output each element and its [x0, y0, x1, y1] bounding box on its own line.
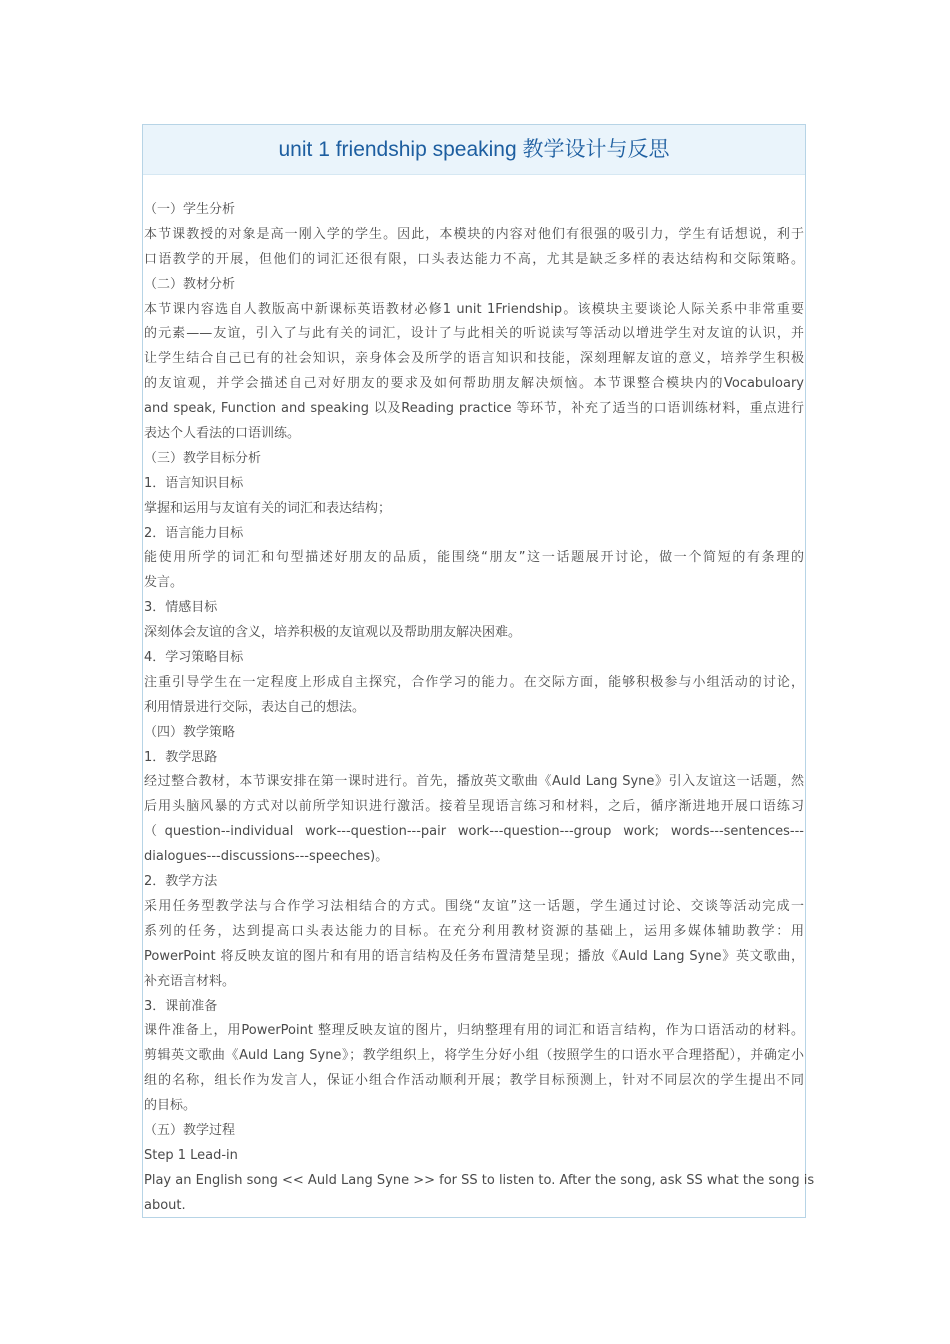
paragraph-line: 发言。	[144, 575, 184, 591]
paragraph-line: 表达个人看法的口语训练。	[144, 426, 301, 442]
document-title: unit 1 friendship speaking 教学设计与反思	[278, 138, 670, 161]
paragraph-line: 后用头脑风暴的方式对以前所学知识进行激活。接着呈现语言练习和材料，之后，循序渐进地开展口语练习	[144, 799, 804, 815]
paragraph-line: （三）教学目标分析	[144, 450, 262, 466]
paragraph-line: and speak, Function and speaking 以及Reading practice 等环节，补充了适当的口语训练材料，重点进行	[144, 401, 804, 417]
paragraph-line: 剪辑英文歌曲《Auld Lang Syne》；教学组织上，将学生分好小组（按照学生的口语水平合理搭配），并确定小	[144, 1048, 804, 1064]
paragraph-line: （一）学生分析	[144, 202, 236, 217]
paragraph-line: 口语教学的开展，但他们的词汇还很有限，口头表达能力不高，尤其是缺乏多样的表达结构和交际策略。	[144, 251, 804, 267]
paragraph-line: 本节课教授的对象是高一刚入学的学生。因此，本模块的内容对他们有很强的吸引力，学生有话想说，利于	[144, 226, 804, 242]
paragraph-line: 掌握和运用与友谊有关的词汇和表达结构；	[144, 500, 392, 516]
paragraph-line: 课件准备上，用PowerPoint 整理反映友谊的图片，归纳整理有用的词汇和语言结构，作为口语活动的材料。	[144, 1023, 804, 1039]
paragraph-line: 2．教学方法	[144, 874, 218, 890]
paragraph-line: 的目标。	[144, 1098, 197, 1114]
paragraph-line: （五）教学过程	[144, 1122, 236, 1138]
paragraph-line: 深刻体会友谊的含义，培养积极的友谊观以及帮助朋友解决困难。	[144, 625, 522, 641]
paragraph-line: 经过整合教材，本节课安排在第一课时进行。首先，播放英文歌曲《Auld Lang Syne》引入友谊这一话题，然	[144, 774, 804, 790]
paragraph-line: 本节课内容选自人教版高中新课标英语教材必修1 unit 1Friendship。该模块主要谈论人际关系中非常重要	[144, 301, 804, 317]
title-bar	[143, 125, 805, 175]
paragraph-line: Step 1 Lead-in	[144, 1147, 238, 1163]
paragraph-line: 3．课前准备	[144, 998, 218, 1014]
paragraph-line: 2．语言能力目标	[144, 525, 244, 541]
paragraph-line: 1．语言知识目标	[144, 475, 244, 491]
paragraph-line: 的元素——友谊，引入了与此有关的词汇，设计了与此相关的听说读写等活动以增进学生对友谊的认识，并	[144, 326, 804, 342]
paragraph-line: about.	[144, 1197, 186, 1213]
paragraph-line: 让学生结合自己已有的社会知识，亲身体会及所学的语言知识和技能，深刻理解友谊的意义，培养学生积极	[144, 351, 804, 367]
paragraph-line: 利用情景进行交际，表达自己的想法。	[144, 699, 366, 715]
paragraph-line: 注重引导学生在一定程度上形成自主探究，合作学习的能力。在交际方面，能够积极参与小组活动的讨论，	[144, 674, 804, 690]
paragraph-line: Play an English song << Auld Lang Syne >> for SS to listen to. After the song, ask SS what the song is	[144, 1172, 815, 1188]
paragraph-line: 3．情感目标	[144, 600, 218, 616]
document-frame	[142, 124, 815, 1218]
paragraph-line: 系列的任务，达到提高口头表达能力的目标。在充分利用教材资源的基础上，运用多媒体辅助教学：用	[144, 923, 804, 939]
paragraph-line: （question--individual work---question---pair work---question---group work; words---sentences---	[144, 824, 804, 840]
paragraph-line: PowerPoint 将反映友谊的图片和有用的语言结构及任务布置清楚呈现；播放《Auld Lang Syne》英文歌曲，	[144, 948, 804, 964]
paragraph-line: dialogues---discussions---speeches)。	[144, 849, 389, 865]
paragraph-line: 的友谊观，并学会描述自己对好朋友的要求及如何帮助朋友解决烦恼。本节课整合模块内的Vocabuloary	[144, 376, 804, 392]
paragraph-line: 补充语言材料。	[144, 973, 236, 989]
paragraph-line: 能使用所学的词汇和句型描述好朋友的品质，能围绕“朋友”这一话题展开讨论，做一个简短的有条理的	[144, 550, 804, 566]
paragraph-line: （二）教材分析	[144, 276, 236, 292]
document-body	[144, 198, 815, 1219]
paragraph-line: 1．教学思路	[144, 749, 218, 765]
paragraph-line: 组的名称，组长作为发言人，保证小组合作活动顺利开展；教学目标预测上，针对不同层次的学生提出不同	[144, 1073, 804, 1089]
paragraph-line: 采用任务型教学法与合作学习法相结合的方式。围绕“友谊”这一话题，学生通过讨论、交谈等活动完成一	[144, 898, 804, 914]
paragraph-line: （四）教学策略	[144, 724, 236, 740]
paragraph-line: 4．学习策略目标	[144, 650, 244, 666]
